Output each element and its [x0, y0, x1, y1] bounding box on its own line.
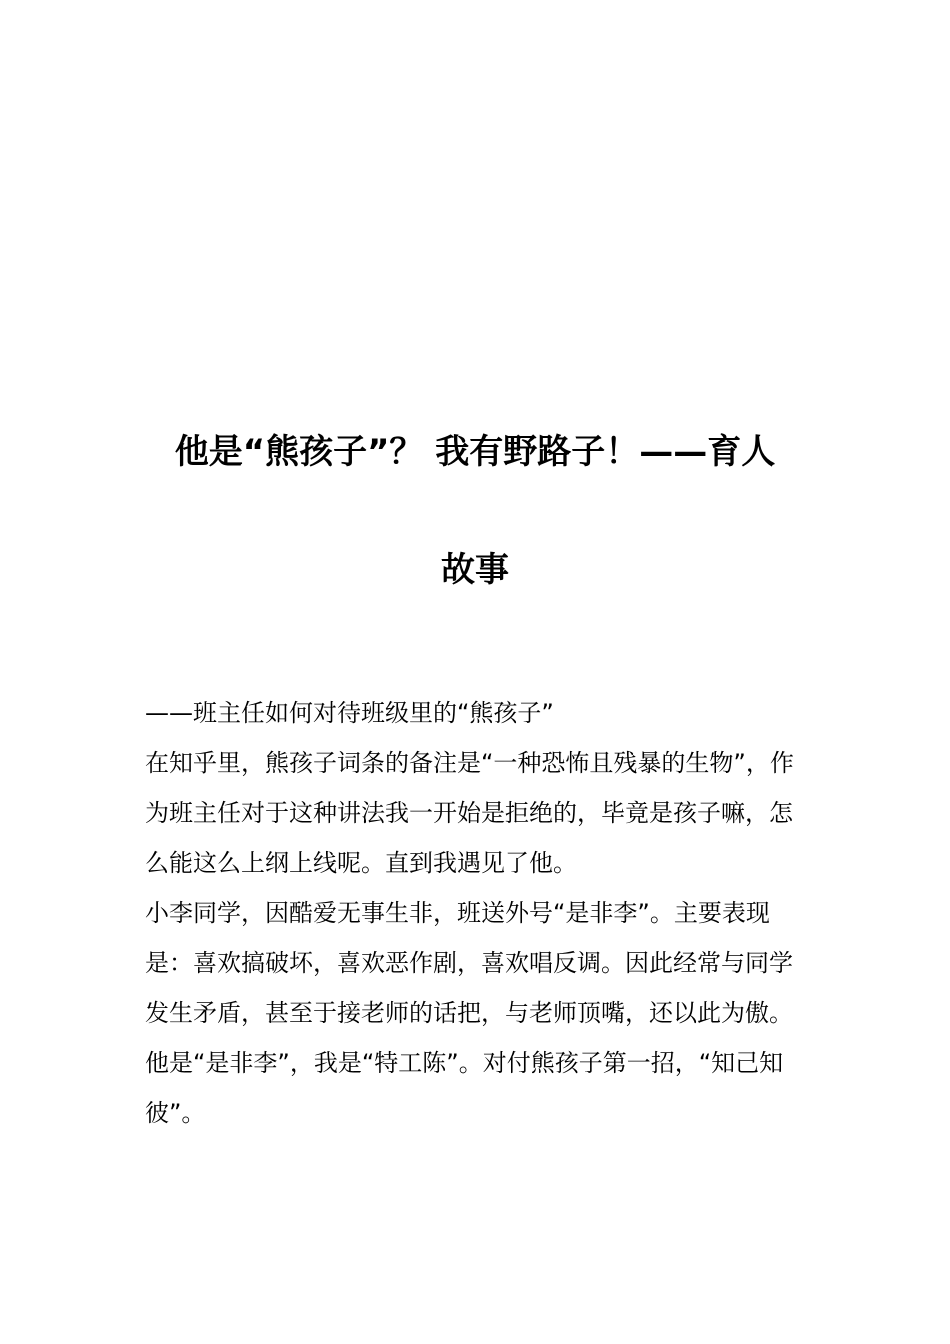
document-title-continued: 故事 [441, 550, 509, 590]
body-paragraph: 他是“是非李”，我是“特工陈”。对付熊孩子第一招，“知己知彼”。 [145, 1049, 784, 1127]
body-paragraph: 在知乎里，熊孩子词条的备注是“一种恐怖且残暴的生物”，作为班主任对于这种讲法我一开始是拒绝的，毕竟是孩子嘛，怎么能这么上纲上线呢。直到我遇见了他。 [145, 749, 794, 877]
body-paragraph: 小李同学，因酷爱无事生非，班送外号“是非李”。主要表现是：喜欢搞破坏，喜欢恶作剧，喜欢唱反调。因此经常与同学发生矛盾，甚至于接老师的话把，与老师顶嘴，还以此为傲。 [145, 899, 793, 1027]
document-body [145, 688, 810, 1138]
document-title: 他是“熊孩子”？ 我有野路子！——育人 [174, 432, 776, 472]
subtitle-paragraph: ——班主任如何对待班级里的“熊孩子” [145, 699, 554, 727]
